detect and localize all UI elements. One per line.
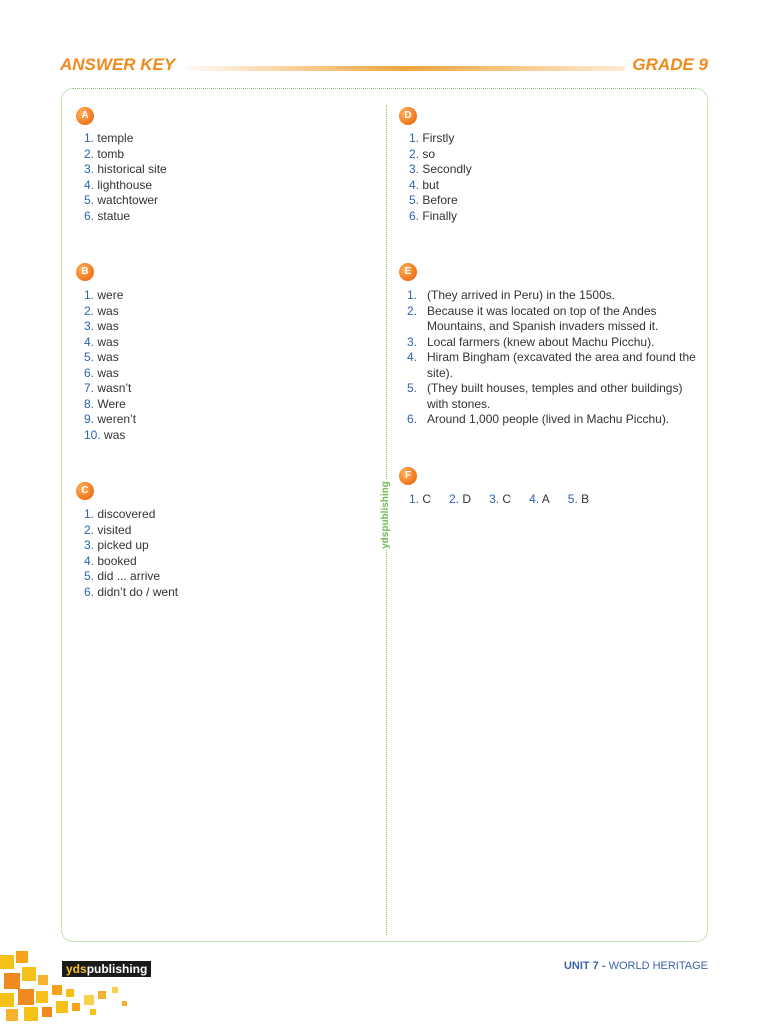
answer-number: 2. — [449, 492, 460, 506]
answer-item — [84, 335, 136, 351]
answer-item — [409, 162, 472, 178]
answer-number: 6. — [84, 365, 95, 380]
answer-number: 2. — [407, 303, 418, 318]
answer-number: 7. — [84, 381, 95, 395]
answer-item — [84, 304, 136, 320]
answer-text: A — [541, 492, 550, 506]
answer-number: 4. — [84, 177, 95, 192]
answer-text: was — [104, 427, 126, 442]
answer-item — [409, 209, 472, 225]
answer-item — [84, 131, 167, 147]
section-d-badge: D — [399, 107, 417, 125]
answer-item — [407, 288, 697, 304]
answer-text: tomb — [97, 146, 125, 161]
answer-item — [84, 397, 136, 413]
answer-item — [84, 178, 167, 194]
answer-text: wasn’t — [97, 381, 132, 395]
answer-item — [84, 147, 167, 163]
answer-item — [84, 428, 136, 444]
answer-number: 4. — [407, 350, 418, 364]
answer-text: temple — [97, 131, 134, 145]
answer-text: C — [422, 492, 432, 506]
answer-item — [84, 288, 136, 304]
answer-number: 2. — [84, 522, 95, 537]
unit-footer — [564, 960, 708, 972]
answer-key-title: ANSWER KEY — [60, 55, 176, 74]
answer-number: 4. — [84, 334, 95, 349]
answer-item — [84, 523, 178, 539]
answer-text: discovered — [97, 507, 156, 521]
answer-item — [407, 335, 697, 351]
answer-item — [449, 492, 471, 506]
answer-item — [409, 131, 472, 147]
answer-number: 6. — [407, 412, 418, 426]
answer-number: 5. — [84, 569, 95, 583]
answer-text: Because it was located on top of the Andes Mountains, and Spanish invaders missed it. — [427, 303, 659, 333]
section-a-list — [84, 131, 167, 224]
answer-text: Firstly — [422, 131, 455, 145]
answer-number: 1. — [407, 288, 418, 302]
section-d-list — [409, 131, 472, 224]
answer-text: was — [97, 303, 119, 318]
answer-text: picked up — [97, 538, 149, 552]
section-a-badge: A — [76, 107, 94, 125]
answer-text: was — [97, 350, 119, 364]
answer-number: 6. — [84, 208, 95, 223]
answer-number: 1. — [84, 288, 95, 302]
footer-decoration — [0, 945, 140, 1024]
answer-text: Finally — [422, 208, 458, 223]
answer-text: C — [502, 492, 512, 506]
answer-text: weren’t — [97, 412, 137, 426]
answer-text: was — [97, 319, 119, 333]
answer-text: was — [97, 365, 119, 380]
answer-item — [84, 193, 167, 209]
answer-text: didn’t do / went — [97, 584, 179, 599]
section-e-list — [407, 288, 697, 428]
answer-item — [409, 178, 472, 194]
header-rule — [185, 66, 625, 71]
section-b-badge: B — [76, 263, 94, 281]
answer-number: 1. — [409, 131, 420, 145]
answer-item — [407, 304, 697, 335]
answer-item — [84, 209, 167, 225]
section-c-badge: C — [76, 482, 94, 500]
answer-item — [407, 350, 697, 381]
grade-label: GRADE 9 — [632, 55, 708, 74]
answer-text: watchtower — [97, 193, 159, 207]
answer-number: 5. — [84, 193, 95, 207]
answer-text: did ... arrive — [97, 569, 161, 583]
answer-number: 4. — [529, 492, 540, 506]
answer-number: 8. — [84, 396, 95, 411]
answer-text: visited — [97, 522, 132, 537]
answer-number: 3. — [489, 492, 500, 506]
answer-text: Local farmers (knew about Machu Picchu). — [427, 334, 655, 349]
section-e-badge: E — [399, 263, 417, 281]
answer-number: 3. — [84, 162, 95, 176]
answer-text: lighthouse — [97, 177, 153, 192]
answer-item — [568, 492, 589, 506]
answer-text: historical site — [97, 162, 167, 176]
answer-number: 6. — [84, 584, 95, 599]
answer-item — [84, 381, 136, 397]
answer-number: 4. — [84, 553, 95, 568]
answer-text: Before — [422, 193, 458, 207]
answer-number: 5. — [407, 381, 418, 395]
answer-number: 1. — [84, 507, 95, 521]
answer-text: D — [462, 492, 472, 506]
answer-number: 2. — [409, 146, 420, 161]
answer-text: was — [97, 334, 119, 349]
answer-item — [84, 569, 178, 585]
answer-number: 5. — [409, 193, 420, 207]
unit-number: UNIT 7 - — [563, 960, 606, 972]
answer-number: 6. — [409, 208, 420, 223]
section-f-badge: F — [399, 467, 417, 485]
answer-number: 1. — [409, 492, 420, 506]
answer-item — [84, 350, 136, 366]
answer-item — [407, 412, 697, 428]
answer-number: 3. — [84, 538, 95, 552]
answer-text: but — [422, 177, 440, 192]
answer-item — [409, 147, 472, 163]
answer-text: booked — [97, 553, 137, 568]
section-b-list — [84, 288, 136, 443]
side-brand-label: ydspublishing — [376, 480, 396, 550]
answer-number: 4. — [409, 177, 420, 192]
answer-number: 2. — [84, 146, 95, 161]
answer-item — [84, 319, 136, 335]
answer-item — [84, 585, 178, 601]
answer-number: 1. — [84, 131, 95, 145]
answer-text: B — [581, 492, 590, 506]
answer-text: Were — [97, 396, 126, 411]
answer-number: 3. — [84, 319, 95, 333]
answer-item — [84, 538, 178, 554]
answer-item — [409, 492, 431, 506]
answer-number: 10. — [84, 427, 101, 442]
answer-number: 3. — [407, 334, 418, 349]
answer-text: Secondly — [422, 162, 472, 176]
answer-item — [407, 381, 697, 412]
answer-item — [84, 507, 178, 523]
answer-text: were — [97, 288, 124, 302]
answer-number: 5. — [567, 492, 578, 506]
answer-item — [409, 193, 472, 209]
answer-item — [84, 412, 136, 428]
section-c-list — [84, 507, 178, 600]
answer-text: statue — [97, 208, 131, 223]
answer-item — [84, 162, 167, 178]
answer-text: Hiram Bingham (excavated the area and found the site). — [427, 350, 696, 380]
answer-item — [84, 554, 178, 570]
answer-text: (They arrived in Peru) in the 1500s. — [427, 288, 616, 302]
publisher-logo: ydspublishing — [62, 961, 151, 977]
answer-item — [84, 366, 136, 382]
answer-item — [489, 492, 511, 506]
answer-number: 2. — [84, 303, 95, 318]
answer-text: (They built houses, temples and other buildings) with stones. — [427, 381, 683, 411]
answer-item — [529, 492, 550, 506]
answer-number: 5. — [84, 350, 95, 364]
answer-number: 9. — [84, 412, 95, 426]
answer-text: so — [422, 146, 436, 161]
answer-text: Around 1,000 people (lived in Machu Picchu). — [427, 412, 670, 426]
unit-topic: WORLD HERITAGE — [608, 960, 708, 972]
answer-number: 3. — [409, 162, 420, 176]
section-f-list — [409, 492, 589, 506]
